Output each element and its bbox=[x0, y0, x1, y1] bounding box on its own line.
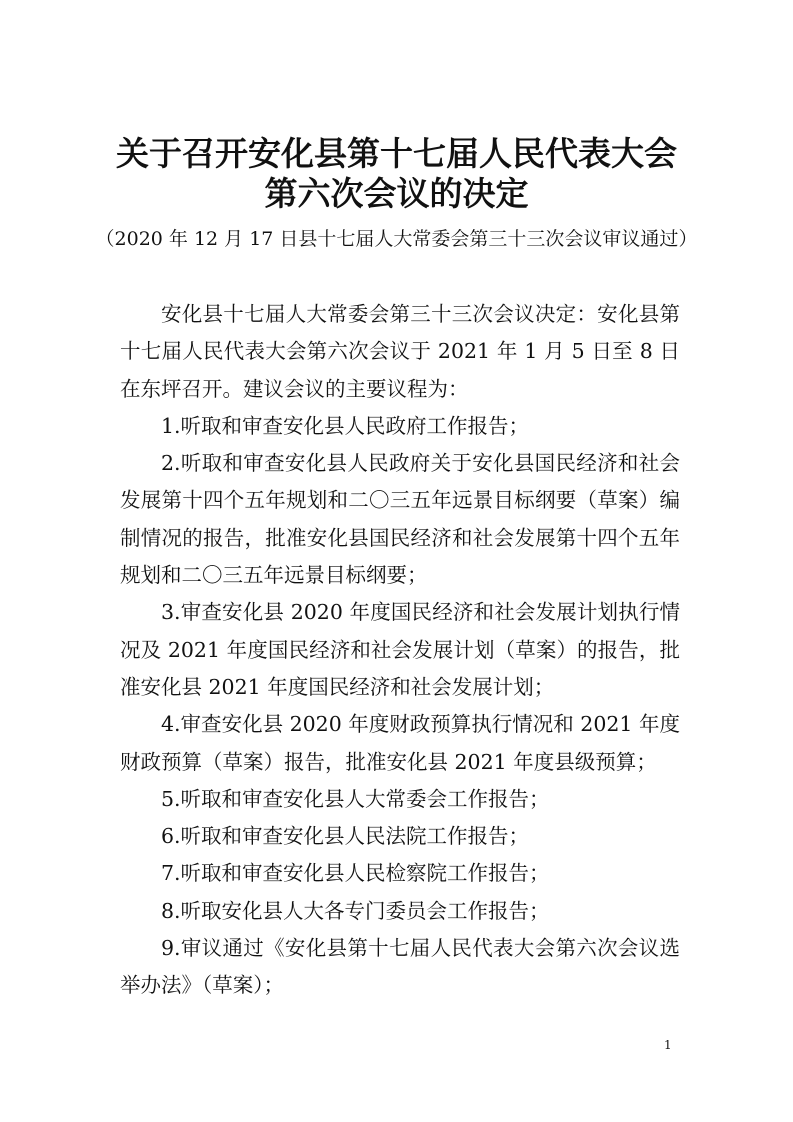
agenda-item-9: 9.审议通过《安化县第十七届人民代表大会第六次会议选举办法》（草案）； bbox=[120, 936, 680, 998]
agenda-item-7: 7.听取和审查安化县人民检察院工作报告； bbox=[161, 861, 550, 886]
page-number: 1 bbox=[664, 1038, 672, 1052]
agenda-item-8: 8.听取安化县人大各专门委员会工作报告； bbox=[161, 898, 550, 923]
document-body bbox=[120, 296, 680, 1005]
intro-paragraph: 安化县十七届人大常委会第三十三次会议决定：安化县第十七届人民代表大会第六次会议于 2021 年 1 月 5 日至 8 日在东坪召开。建议会议的主要议程为： bbox=[120, 302, 680, 401]
agenda-item-6: 6.听取和审查安化县人民法院工作报告； bbox=[161, 824, 530, 849]
title-line-2: 第六次会议的决定 bbox=[264, 174, 529, 213]
agenda-item-2: 2.听取和审查安化县人民政府关于安化县国民经济和社会发展第十四个五年规划和二〇三五年远景目标纲要（草案）编制情况的报告，批准安化县国民经济和社会发展第十四个五年规划和二〇三五年远景目标纲要； bbox=[120, 451, 680, 588]
agenda-item-3: 3.审查安化县 2020 年度国民经济和社会发展计划执行情况及 2021 年度国民经济和社会发展计划（草案）的报告，批准安化县 2021 年度国民经济和社会发展计划； bbox=[120, 600, 680, 699]
agenda-item-1: 1.听取和审查安化县人民政府工作报告； bbox=[161, 413, 530, 438]
agenda-item-5: 5.听取和审查安化县人大常委会工作报告； bbox=[161, 786, 550, 811]
agenda-item-4: 4.审查安化县 2020 年度财政预算执行情况和 2021 年度财政预算（草案）报告，批准安化县 2021 年度县级预算； bbox=[120, 712, 680, 774]
subtitle: （2020 年 12 月 17 日县十七届人大常委会第三十三次会议审议通过） bbox=[95, 228, 698, 250]
title-line-1: 关于召开安化县第十七届人民代表大会 bbox=[116, 134, 677, 173]
